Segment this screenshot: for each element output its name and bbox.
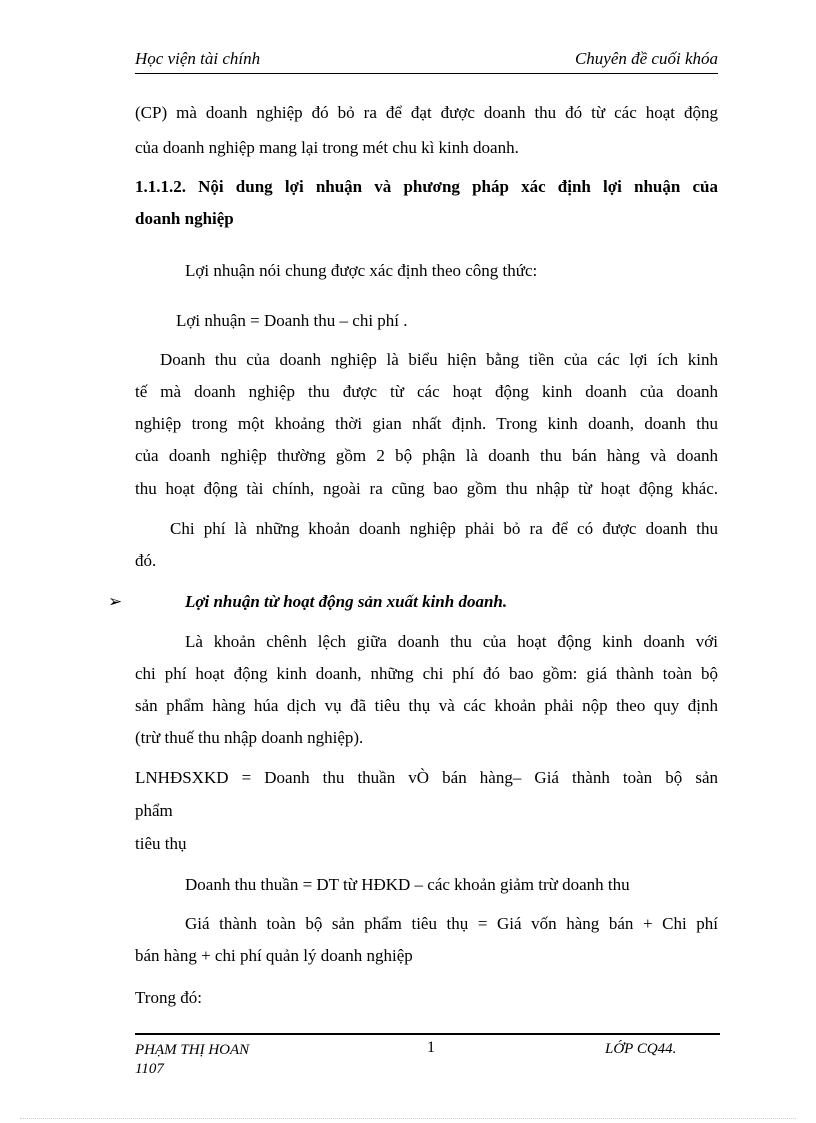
- body-line-11: đó.: [135, 551, 157, 570]
- formula-net-revenue: Doanh thu thuần = DT từ HĐKD – các khoản giảm trừ doanh thu: [185, 875, 630, 894]
- body-line-8: của doanh nghiệp thường gồm 2 bộ phận là doanh thu bán hàng và doanh: [135, 446, 718, 465]
- body-line-5: Doanh thu của doanh nghiệp là biểu hiện bằng tiền của các lợi ích kinh: [160, 350, 718, 369]
- formula-profit: Lợi nhuận = Doanh thu – chi phí .: [176, 311, 408, 330]
- subsection-heading: Lợi nhuận từ hoạt động sản xuất kinh doanh.: [185, 592, 508, 611]
- formula-total-cost-line-1: Giá thành toàn bộ sản phẩm tiêu thụ = Giá vốn hàng bán + Chi phí: [185, 914, 718, 933]
- body-line-10: Chi phí là những khoản doanh nghiệp phải bỏ ra để có được doanh thu: [170, 519, 718, 538]
- footer-author: [135, 1041, 249, 1079]
- body-line-7: nghiệp trong một khoảng thời gian nhất định. Trong kinh doanh, doanh thu: [135, 414, 718, 433]
- header-doc-title: Chuyên đề cuối khóa: [574, 49, 718, 68]
- body-line-3: Lợi nhuận nói chung được xác định theo công thức:: [185, 261, 538, 280]
- page-footer: [135, 1033, 720, 1077]
- formula-lnhdsxkd-line-3: tiêu thụ: [135, 834, 187, 853]
- body-line-9: thu hoạt động tài chính, ngoài ra cũng bao gồm thu nhập từ hoạt động khác.: [135, 479, 718, 498]
- body-line-2: của doanh nghiệp mang lại trong mét chu kì kinh doanh.: [135, 138, 519, 157]
- page-number: 1: [427, 1039, 435, 1056]
- arrow-bullet-icon: ➢: [108, 592, 123, 612]
- footer-class: LỚP CQ44.: [605, 1041, 677, 1057]
- body-line-1: (CP) mà doanh nghiệp đó bỏ ra để đạt được doanh thu đó từ các hoạt động: [135, 103, 718, 122]
- formula-total-cost-line-2: bán hàng + chi phí quản lý doanh nghiệp: [135, 946, 413, 965]
- body-line-6: tế mà doanh nghiệp thu được từ các hoạt động kinh doanh của doanh: [135, 382, 718, 401]
- formula-lnhdsxkd-line-1: LNHĐSXKD = Doanh thu thuần vÒ bán hàng– Giá thành toàn bộ sản: [135, 768, 718, 787]
- section-heading-line-2: doanh nghiệp: [135, 209, 234, 228]
- formula-lnhdsxkd-line-2: phẩm: [135, 801, 173, 820]
- page-header: [135, 49, 718, 74]
- body-line-22: Trong đó:: [135, 988, 202, 1007]
- footer-author-code: 1107: [135, 1061, 164, 1077]
- header-institution: Học viện tài chính: [135, 49, 261, 68]
- footer-author-name: PHẠM THỊ HOAN: [135, 1042, 250, 1058]
- body-line-14: sản phẩm hàng húa dịch vụ đã tiêu thụ và các khoản phải nộp theo quy định: [135, 696, 718, 715]
- body-line-13: chi phí hoạt động kinh doanh, những chi phí đó bao gồm: giá thành toàn bộ: [135, 664, 718, 683]
- body-line-15: (trừ thuế thu nhập doanh nghiệp).: [135, 728, 364, 747]
- page-bottom-dotted-line: [20, 1118, 796, 1119]
- section-heading-line-1: 1.1.1.2. Nội dung lợi nhuận và phương pháp xác định lợi nhuận của: [135, 177, 718, 196]
- body-line-12: Là khoản chênh lệch giữa doanh thu của hoạt động kinh doanh với: [185, 632, 718, 651]
